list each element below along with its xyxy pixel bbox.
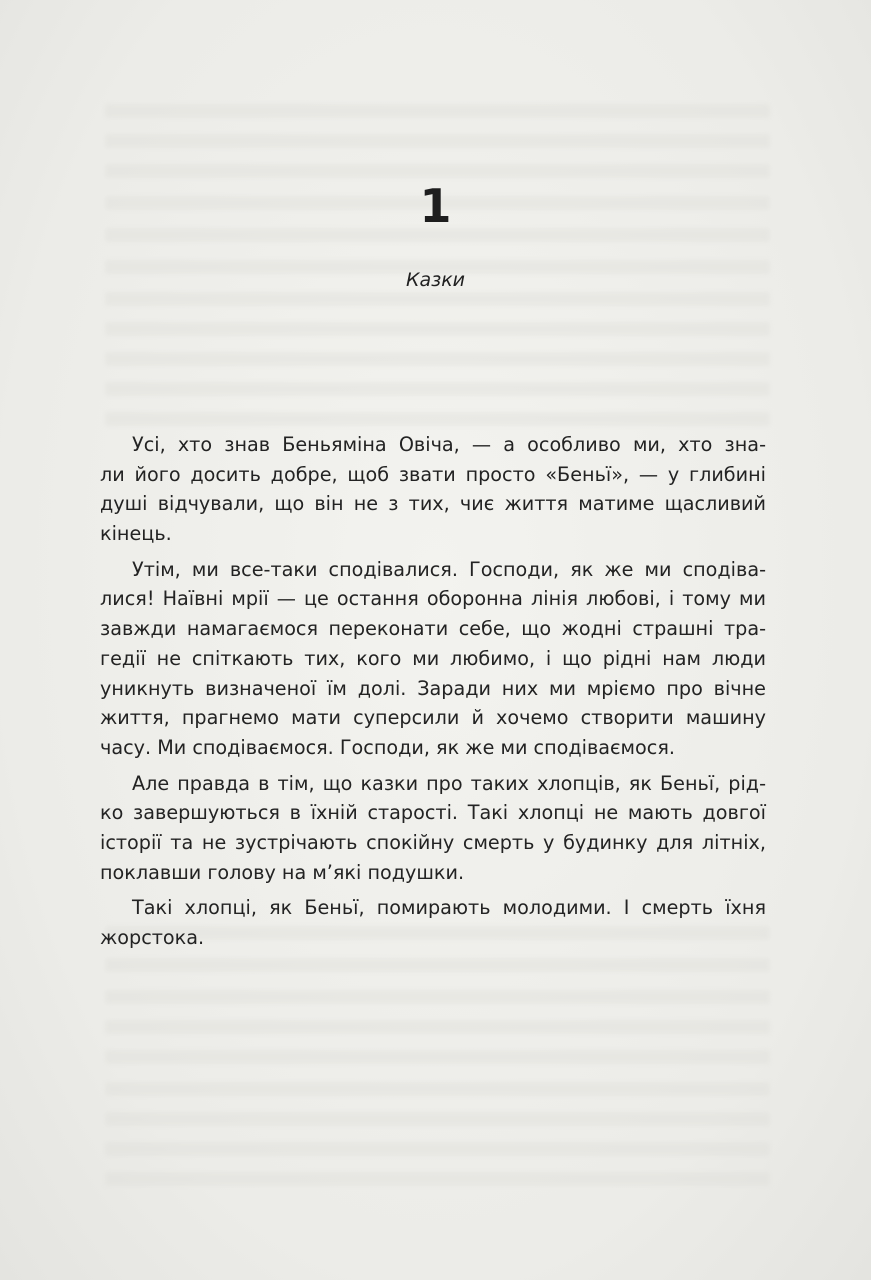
bleed-through-line <box>105 104 770 118</box>
bleed-through-line <box>105 1112 770 1126</box>
paragraph <box>100 769 766 888</box>
bleed-through-line <box>105 1020 770 1034</box>
text-line: кінець. <box>100 522 172 546</box>
bleed-through-line <box>105 292 770 306</box>
text-line: лися! Наївні мрії — це остання оборонна лінія любові, і тому ми <box>100 587 766 611</box>
text-line: гедії не спіткають тих, кого ми любимо, і що рідні нам люди <box>100 646 766 670</box>
text-line: часу. Ми сподіваємося. Господи, як же ми сподіваємося. <box>100 735 675 759</box>
text-line: жорстока. <box>100 926 205 949</box>
text-line: Але правда в тім, що казки про таких хлопців, як Беньї, рід- <box>132 771 766 795</box>
paragraph <box>100 893 766 952</box>
text-line: історії та не зустрічають спокійну смерть у будинку для літніх, <box>100 830 766 854</box>
bleed-through-line <box>105 990 770 1004</box>
bleed-through-line <box>105 134 770 148</box>
chapter-body <box>100 430 766 959</box>
bleed-through-line <box>105 1142 770 1156</box>
text-line: уникнуть визначеної їм долі. Заради них ми мріємо про вічне <box>100 676 766 700</box>
bleed-through-line <box>105 164 770 178</box>
chapter-number: 1 <box>419 179 452 233</box>
bleed-through-line <box>105 412 770 426</box>
text-line: завжди намагаємося переконати себе, що жодні страшні тра- <box>100 617 766 641</box>
text-line: ли його досить добре, щоб звати просто «Беньї», — у глибині <box>100 462 766 486</box>
bleed-through-line <box>105 1172 770 1186</box>
text-line: життя, прагнемо мати суперсили й хочемо створити машину <box>100 706 766 730</box>
bleed-through-line <box>105 382 770 396</box>
text-line: поклавши голову на м’які подушки. <box>100 860 465 884</box>
chapter-title: Казки <box>405 269 466 291</box>
bleed-through-line <box>105 322 770 336</box>
bleed-through-line <box>105 1082 770 1096</box>
bleed-through-line <box>105 1050 770 1064</box>
paragraph <box>100 430 766 549</box>
text-line: ко завершуються в їхній старості. Такі хлопці не мають довгої <box>100 801 766 825</box>
text-line: душі відчували, що він не з тих, чиє життя матиме щасливий <box>100 492 766 516</box>
paragraph <box>100 555 766 763</box>
text-line: Усі, хто знав Беньяміна Овіча, — а особливо ми, хто зна- <box>132 433 766 456</box>
text-line: Такі хлопці, як Беньї, помирають молодими. І смерть їхня <box>132 896 766 920</box>
bleed-through-line <box>105 352 770 366</box>
text-line: Утім, ми все-таки сподівалися. Господи, як же ми сподіва- <box>132 557 766 581</box>
bleed-through-line <box>105 958 770 972</box>
